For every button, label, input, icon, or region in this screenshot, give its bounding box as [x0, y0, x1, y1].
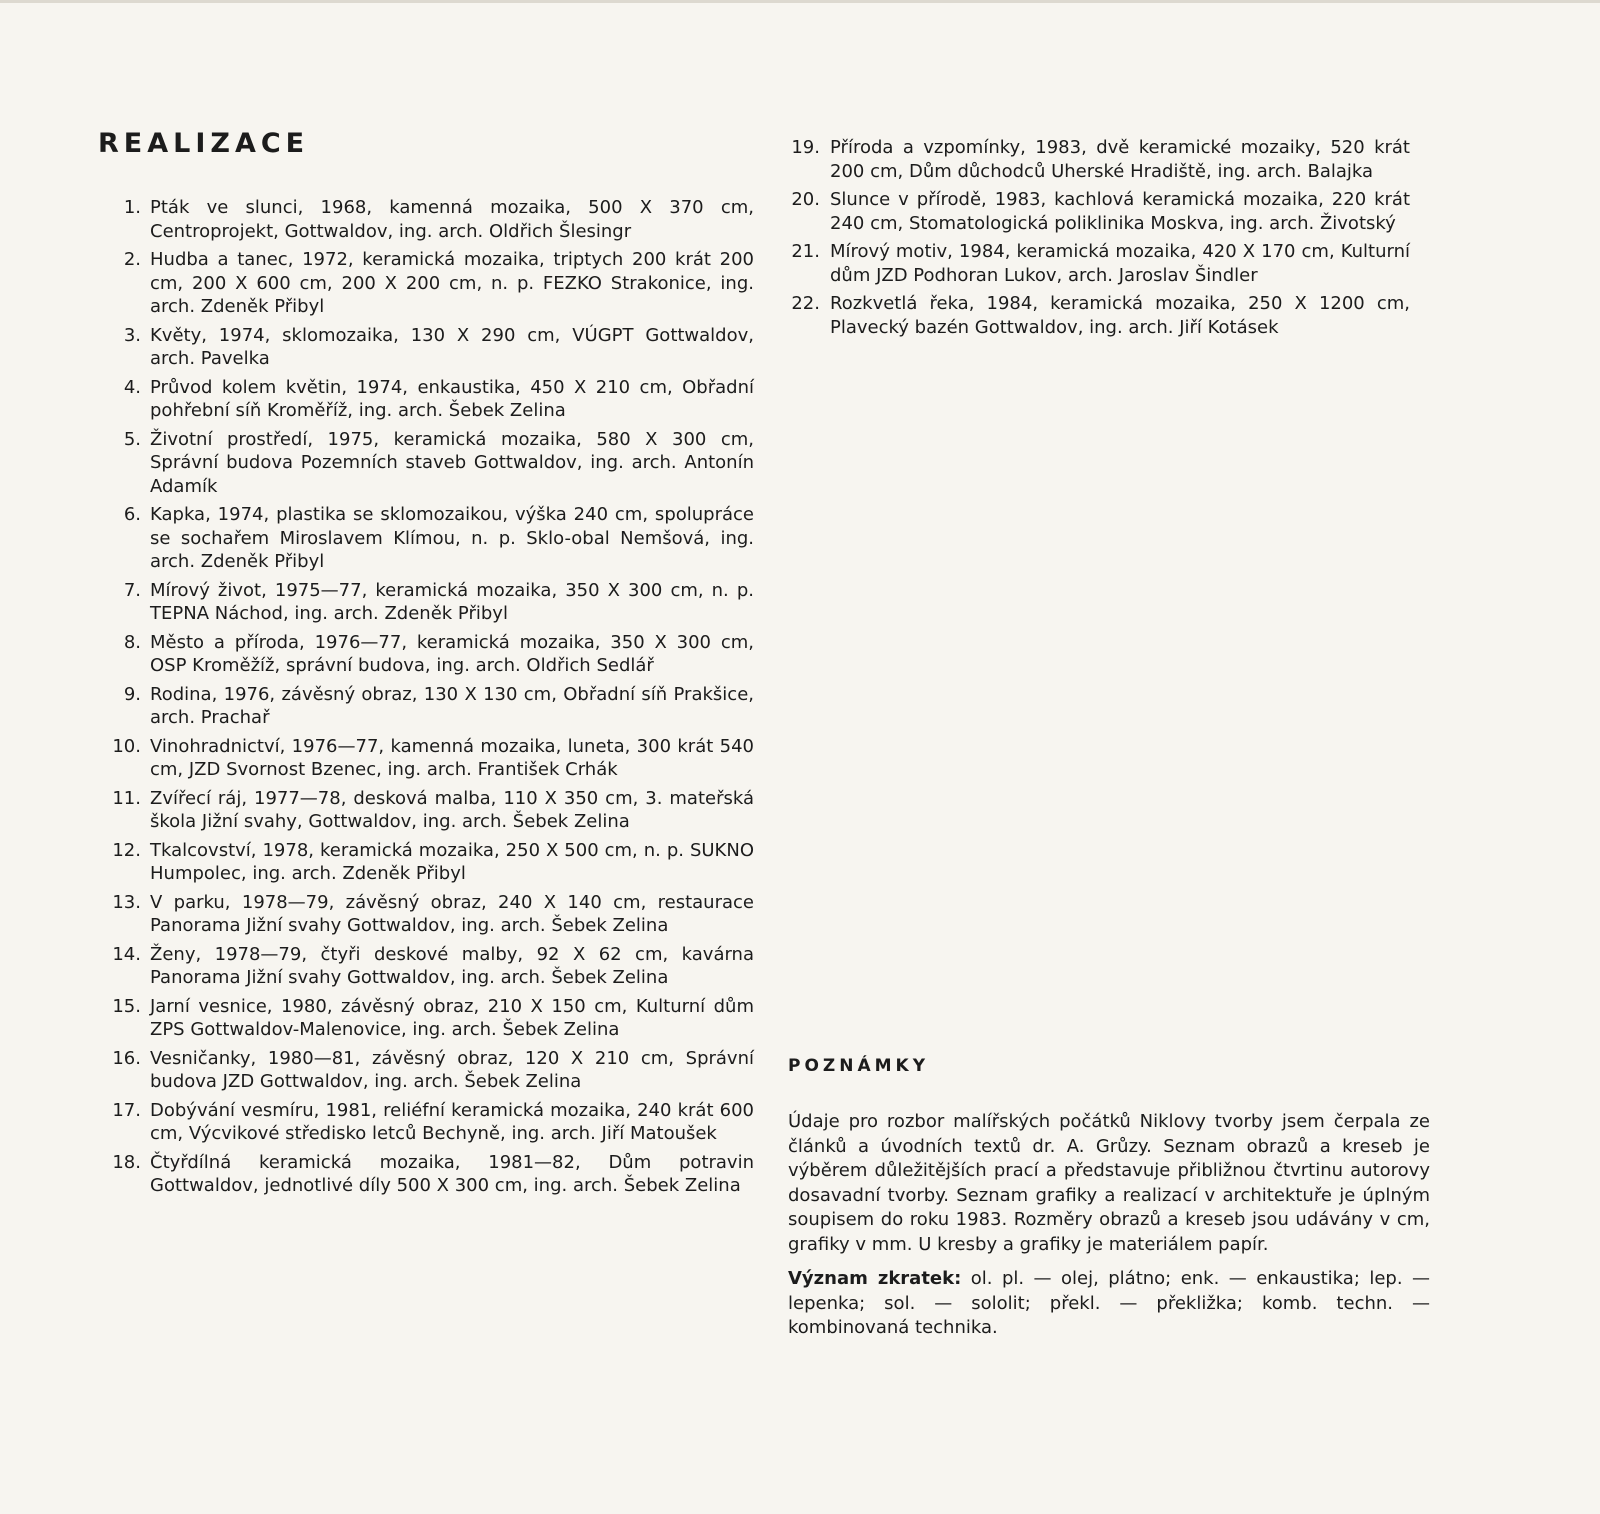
item-text: Město a příroda, 1976—77, keramická mozaika, 350 X 300 cm, OSP Kroměžíž, správní budova, ing. arch. Oldřich Sedlář [150, 631, 754, 676]
list-item [102, 995, 754, 1042]
item-number: 2. [123, 249, 141, 270]
list-item [102, 943, 754, 990]
notes-paragraph: Údaje pro rozbor malířských počátků Niklovy tvorby jsem čerpala ze článků a úvodních textů dr. A. Grůzy. Seznam obrazů a kreseb je výběrem důležitějších prací a představuje přibližnou čtvrtinu autorovy dosavadní tvorby. Seznam grafiky a realizací v architektuře je úplným soupisem do roku 1983. Rozměry obrazů a kreseb jsou udávány v cm, grafiky v mm. U kresby a grafiky je materiálem papír. [788, 1111, 1430, 1255]
abbreviations-text: ol. pl. — olej, plátno; enk. — enkaustika; lep. — lepenka; sol. — sololit; překl. — překližka; komb. techn. — kombinovaná technika. [788, 1268, 1430, 1338]
item-number: 22. [791, 293, 820, 314]
item-text: Vinohradnictví, 1976—77, kamenná mozaika, luneta, 300 krát 540 cm, JZD Svornost Bzenec, ing. arch. František Crhák [150, 735, 754, 780]
item-text: Životní prostředí, 1975, keramická mozaika, 580 X 300 cm, Správní budova Pozemních staveb Gottwaldov, ing. arch. Antonín Adamík [150, 428, 754, 497]
list-item [782, 240, 1410, 287]
item-number: 16. [112, 1047, 141, 1069]
item-number: 6. [123, 504, 141, 525]
item-number: 1. [123, 197, 141, 218]
item-number: 3. [123, 324, 141, 346]
list-item [102, 1099, 754, 1146]
item-number: 18. [112, 1151, 141, 1173]
item-text: Květy, 1974, sklomozaika, 130 X 290 cm, VÚGPT Gottwaldov, arch. Pavelka [150, 324, 754, 369]
item-text: Slunce v přírodě, 1983, kachlová keramická mozaika, 220 krát 240 cm, Stomatologická poliklinika Moskva, ing. arch. Životský [830, 189, 1410, 234]
item-number: 20. [791, 189, 820, 210]
list-item [102, 196, 754, 243]
list-item [102, 1047, 754, 1094]
item-text: Mírový život, 1975—77, keramická mozaika, 350 X 300 cm, n. p. TEPNA Náchod, ing. arch. Zdeněk Přibyl [150, 579, 754, 624]
item-text: V parku, 1978—79, závěsný obraz, 240 X 140 cm, restaurace Panorama Jižní svahy Gottwaldov, ing. arch. Šebek Zelina [150, 891, 754, 936]
abbreviations-paragraph [788, 1267, 1430, 1341]
item-number: 12. [112, 839, 141, 861]
page-top-edge [0, 0, 1600, 3]
item-text: Ženy, 1978—79, čtyři deskové malby, 92 X 62 cm, kavárna Panorama Jižní svahy Gottwaldov, ing. arch. Šebek Zelina [150, 943, 754, 988]
list-item [102, 787, 754, 834]
list-item [782, 136, 1410, 183]
item-number: 11. [112, 787, 141, 809]
item-text: Průvod kolem květin, 1974, enkaustika, 450 X 210 cm, Obřadní pohřební síň Kroměříž, ing. arch. Šebek Zelina [150, 376, 754, 421]
list-item [102, 631, 754, 678]
item-number: 4. [123, 376, 141, 398]
list-item [102, 839, 754, 886]
item-number: 13. [112, 891, 141, 913]
item-number: 15. [112, 995, 141, 1017]
list-item [102, 428, 754, 499]
list-item [782, 188, 1410, 235]
item-number: 5. [123, 428, 141, 450]
realizace-list-right [782, 136, 1410, 344]
list-item [102, 1151, 754, 1198]
item-text: Dobývání vesmíru, 1981, reliéfní keramická mozaika, 240 krát 600 cm, Výcvikové středisko letců Bechyně, ing. arch. Jiří Matoušek [150, 1099, 754, 1144]
list-item [102, 579, 754, 626]
realizace-list-left [102, 196, 754, 1203]
item-number: 10. [112, 735, 141, 757]
item-text: Čtyřdílná keramická mozaika, 1981—82, Dům potravin Gottwaldov, jednotlivé díly 500 X 300 cm, ing. arch. Šebek Zelina [150, 1151, 754, 1196]
list-item [102, 683, 754, 730]
item-number: 8. [123, 631, 141, 653]
item-text: Jarní vesnice, 1980, závěsný obraz, 210 X 150 cm, Kulturní dům ZPS Gottwaldov-Malenovice, ing. arch. Šebek Zelina [150, 995, 754, 1040]
list-item [102, 324, 754, 371]
realizace-heading: REALIZACE [98, 128, 310, 159]
item-text: Mírový motiv, 1984, keramická mozaika, 420 X 170 cm, Kulturní dům JZD Podhoran Lukov, arch. Jaroslav Šindler [830, 241, 1410, 286]
item-text: Zvířecí ráj, 1977—78, desková malba, 110 X 350 cm, 3. mateřská škola Jižní svahy, Gottwaldov, ing. arch. Šebek Zelina [150, 787, 754, 832]
list-item [102, 503, 754, 574]
item-number: 19. [791, 137, 820, 158]
item-number: 17. [112, 1099, 141, 1121]
list-item [102, 248, 754, 319]
item-text: Rozkvetlá řeka, 1984, keramická mozaika, 250 X 1200 cm, Plavecký bazén Gottwaldov, ing. arch. Jiří Kotásek [830, 293, 1410, 338]
poznamky-section [788, 1110, 1430, 1341]
list-item [782, 292, 1410, 339]
list-item [102, 735, 754, 782]
item-number: 7. [123, 579, 141, 601]
list-item [102, 376, 754, 423]
item-number: 14. [112, 943, 141, 965]
item-number: 21. [791, 241, 820, 262]
item-text: Pták ve slunci, 1968, kamenná mozaika, 500 X 370 cm, Centroprojekt, Gottwaldov, ing. arch. Oldřich Šlesingr [150, 197, 754, 242]
item-text: Vesničanky, 1980—81, závěsný obraz, 120 X 210 cm, Správní budova JZD Gottwaldov, ing. arch. Šebek Zelina [150, 1047, 754, 1092]
item-text: Příroda a vzpomínky, 1983, dvě keramické mozaiky, 520 krát 200 cm, Dům důchodců Uherské Hradiště, ing. arch. Balajka [830, 137, 1410, 182]
abbreviations-label: Význam zkratek: [788, 1268, 962, 1289]
item-number: 9. [123, 683, 141, 705]
poznamky-heading: POZNÁMKY [788, 1056, 930, 1076]
list-item [102, 891, 754, 938]
item-text: Tkalcovství, 1978, keramická mozaika, 250 X 500 cm, n. p. SUKNO Humpolec, ing. arch. Zdeněk Přibyl [150, 839, 754, 884]
item-text: Rodina, 1976, závěsný obraz, 130 X 130 cm, Obřadní síň Prakšice, arch. Prachař [150, 683, 754, 728]
item-text: Hudba a tanec, 1972, keramická mozaika, triptych 200 krát 200 cm, 200 X 600 cm, 200 X 200 cm, n. p. FEZKO Strakonice, ing. arch. Zdeněk Přibyl [150, 249, 754, 317]
item-text: Kapka, 1974, plastika se sklomozaikou, výška 240 cm, spolupráce se sochařem Miroslavem Klímou, n. p. Sklo-obal Nemšová, ing. arch. Zdeněk Přibyl [150, 504, 754, 572]
